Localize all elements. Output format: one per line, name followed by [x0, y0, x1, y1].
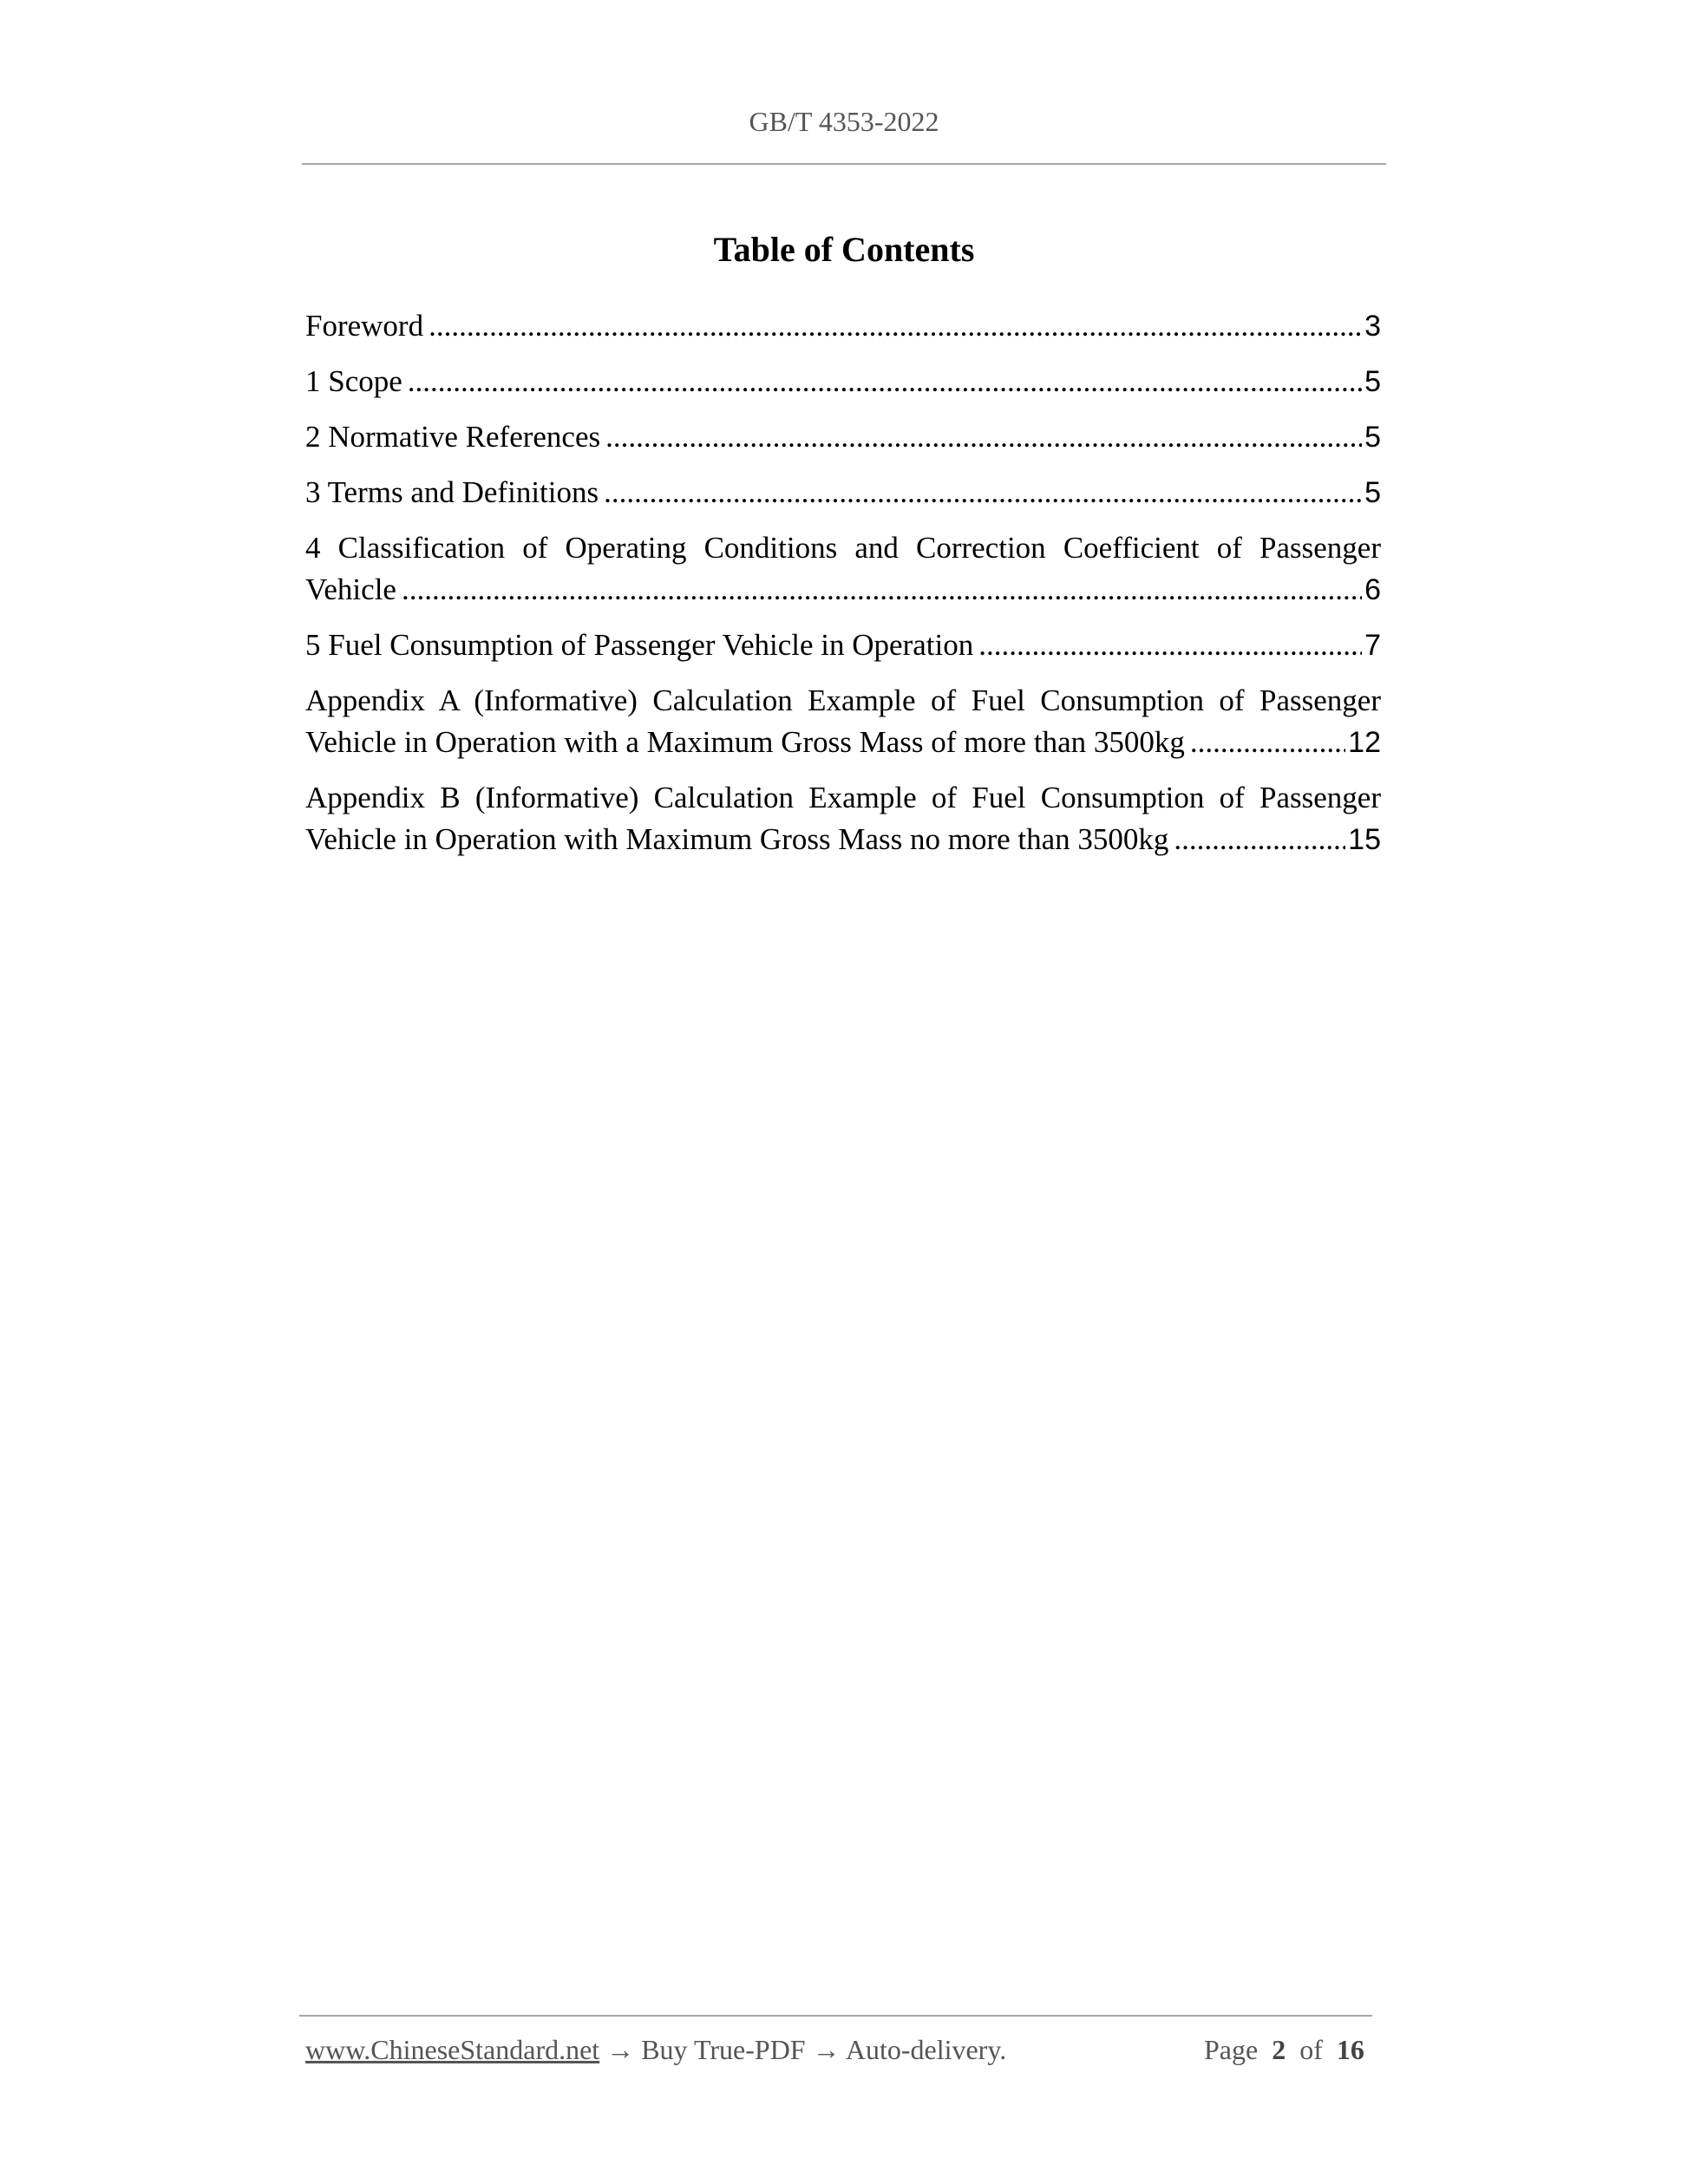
toc-page-number: 6	[1364, 573, 1381, 606]
website-link[interactable]: www.ChineseStandard.net	[305, 2034, 600, 2065]
toc-entry-line	[305, 416, 1381, 458]
toc-page-number: 7	[1364, 629, 1381, 662]
toc-entry-label: Vehicle	[305, 572, 396, 606]
toc-entry-line	[305, 819, 1381, 860]
arrow-right-icon: →	[812, 2034, 841, 2065]
toc-dot-leader	[1190, 722, 1345, 763]
toc-entry[interactable]	[305, 472, 1381, 513]
toc-dot-leader	[604, 472, 1362, 513]
toc-dot-leader	[605, 416, 1362, 458]
toc-entry-text-line: Appendix B (Informative) Calculation Example of Fuel Consumption of Passenger	[305, 781, 1381, 814]
toc-entry-label: 3 Terms and Definitions	[305, 475, 599, 509]
toc-entry-label: 1 Scope	[305, 364, 402, 398]
arrow-right-icon: →	[606, 2034, 635, 2065]
toc-dot-leader	[408, 361, 1362, 402]
toc-entry-text-line: 4 Classification of Operating Conditions and Correction Coefficient of Passenger	[305, 531, 1381, 565]
page-label: Page	[1204, 2034, 1259, 2065]
toc-page-number: 5	[1364, 365, 1381, 398]
page-indicator	[1204, 2034, 1364, 2066]
toc-entry[interactable]	[305, 624, 1381, 666]
toc-entry-line	[305, 569, 1381, 611]
toc-entry[interactable]	[305, 361, 1381, 402]
footer-promo	[305, 2034, 1006, 2066]
of-label: of	[1299, 2034, 1323, 2065]
toc-dot-leader	[1174, 819, 1345, 860]
toc-dot-leader	[978, 624, 1362, 666]
toc-entry[interactable]	[305, 305, 1381, 347]
toc-page-number: 5	[1364, 421, 1381, 454]
toc-entry-label: Vehicle in Operation with Maximum Gross Mass no more than 3500kg	[305, 822, 1169, 856]
toc-entry-label: 2 Normative References	[305, 420, 601, 454]
toc-entry[interactable]	[305, 527, 1381, 611]
toc-page-number: 5	[1364, 476, 1381, 509]
toc-entry-text-line: Appendix A (Informative) Calculation Example of Fuel Consumption of Passenger	[305, 683, 1381, 717]
table-of-contents	[305, 305, 1381, 874]
toc-entry[interactable]	[305, 416, 1381, 458]
auto-delivery-text: Auto-delivery.	[845, 2034, 1007, 2065]
toc-entry-label: Vehicle in Operation with a Maximum Gross Mass of more than 3500kg	[305, 725, 1185, 759]
total-pages-number: 16	[1336, 2034, 1364, 2065]
toc-entry-line	[305, 472, 1381, 513]
toc-page-number: 3	[1364, 310, 1381, 343]
toc-entry-line	[305, 305, 1381, 347]
toc-entry-line	[305, 624, 1381, 666]
current-page-number: 2	[1272, 2034, 1286, 2065]
toc-entry[interactable]	[305, 680, 1381, 763]
toc-dot-leader	[429, 305, 1362, 347]
toc-entry-line	[305, 722, 1381, 763]
toc-entry-line	[305, 361, 1381, 402]
document-header-title: GB/T 4353-2022	[749, 106, 939, 137]
buy-true-pdf-text: Buy True-PDF	[641, 2034, 806, 2065]
footer-divider	[299, 2015, 1372, 2017]
header-divider	[302, 163, 1386, 165]
toc-entry-label: Foreword	[305, 309, 424, 343]
toc-entry[interactable]	[305, 777, 1381, 860]
toc-page-number: 12	[1348, 726, 1381, 759]
toc-entry-label: 5 Fuel Consumption of Passenger Vehicle in Operation	[305, 628, 974, 662]
toc-title: Table of Contents	[713, 230, 975, 269]
toc-dot-leader	[402, 569, 1362, 611]
toc-page-number: 15	[1348, 823, 1381, 856]
